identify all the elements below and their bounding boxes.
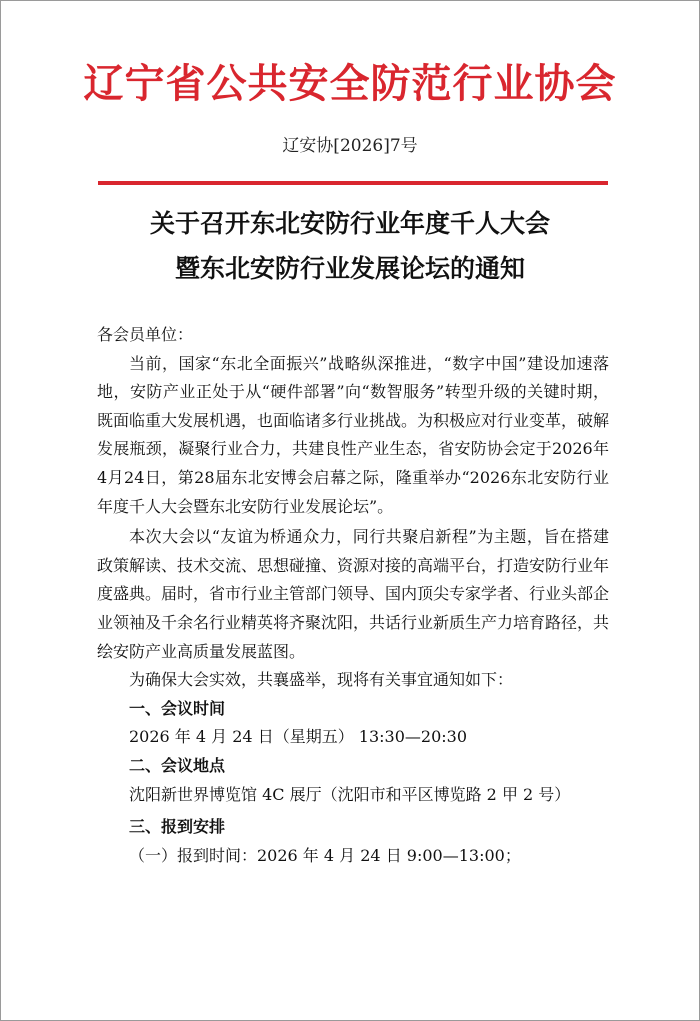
notice-title-line-1: 关于召开东北安防行业年度千人大会: [149, 209, 550, 238]
paragraph-theme: 本次大会以“友谊为桥通众力，同行共聚启新程”为主题，旨在搭建政策解读、技术交流、思想碰撞、资源对接的高端平台，打造安防行业年度盛典。届时，省市行业主管部门领导、国内顶尖专家学者、行业头部企业领袖及千余名行业精英将齐聚沈阳，共话行业新质生产力培育路径，共绘安防产业高质量发展蓝图。: [97, 527, 610, 661]
red-divider-line: [98, 181, 608, 185]
document-number: 辽安协[2026]7号: [282, 136, 418, 156]
notice-body: [97, 321, 609, 870]
notice-title-line-2: 暨东北安防行业发展论坛的通知: [174, 254, 525, 283]
section-text-time: 2026 年 4 月 24 日（星期五） 13:30—20:30: [129, 727, 467, 747]
notice-title: [1, 201, 699, 291]
section-heading-venue: 二、会议地点: [129, 755, 226, 775]
section-heading-time: 一、会议时间: [129, 698, 226, 718]
salutation: 各会员单位：: [97, 325, 194, 344]
registration-item-time: （一）报到时间：2026 年 4 月 24 日 9:00—13:00；: [129, 845, 521, 865]
section-text-venue: 沈阳新世界博览馆 4C 展厅（沈阳市和平区博览路 2 甲 2 号）: [129, 784, 571, 804]
paragraph-context: 当前，国家“东北全面振兴”战略纵深推进，“数字中国”建设加速落地，安防产业正处于从“硬件部署”向“数智服务”转型升级的关键时期，既面临重大发展机遇，也面临诸多行业挑战。为积极应对行业变革，破解发展瓶颈，凝聚行业合力，共建良性产业生态，省安防协会定于2026年4月24日，第28届东北安博会启幕之际，隆重举办“2026东北安防行业年度千人大会暨东北安防行业发展论坛”。: [97, 353, 610, 516]
organization-name: 辽宁省公共安全防范行业协会: [83, 60, 617, 107]
paragraph-intro-list: 为确保大会实效，共襄盛举，现将有关事宜通知如下：: [129, 670, 514, 690]
section-heading-registration: 三、报到安排: [129, 817, 226, 837]
